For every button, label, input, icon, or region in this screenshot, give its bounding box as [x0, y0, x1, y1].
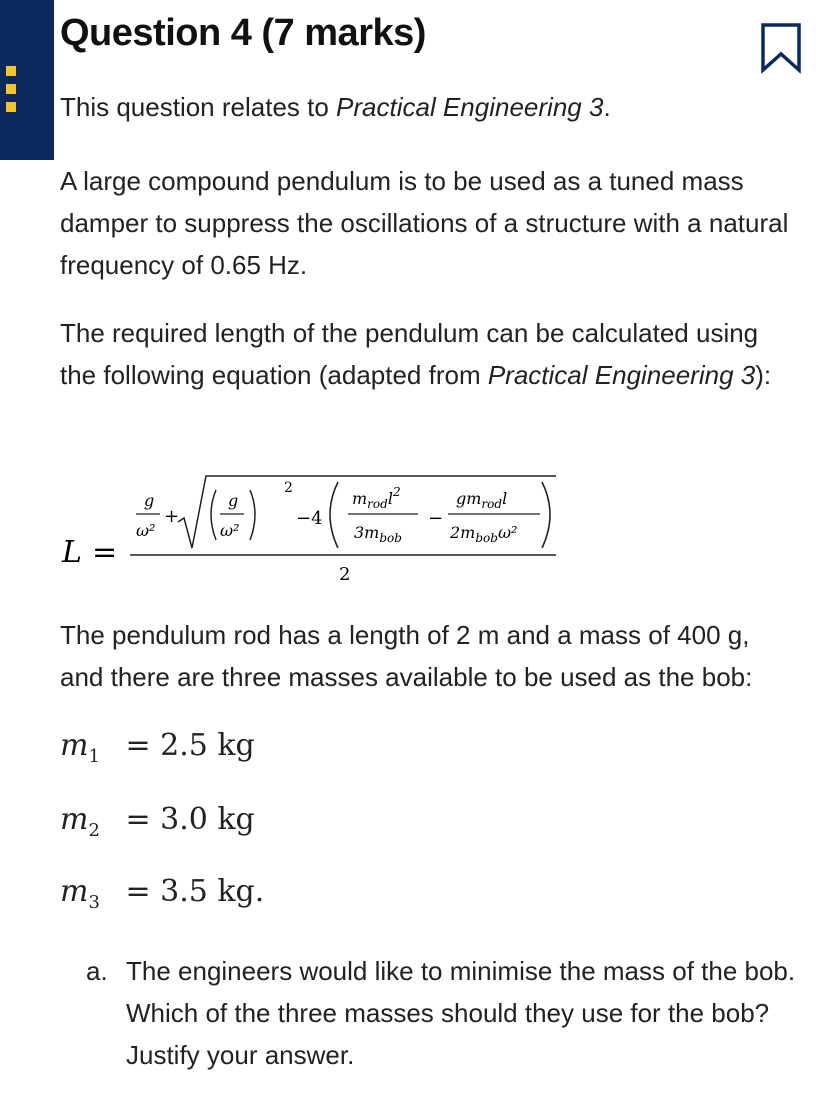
- question-part-a-text: The engineers would like to minimise the mass of the bob. Which of the three masses should they use for the bob? Justify your answer.: [126, 956, 796, 1070]
- svg-text:2mbobω²: $2m_{bob}\omega^2$: [450, 523, 518, 545]
- equation-intro-paragraph: [60, 312, 800, 396]
- eq-equals: =: [92, 535, 118, 570]
- eq-intro-suffix: ):: [755, 360, 772, 390]
- eq-g-2: g: [228, 491, 239, 510]
- eq-power: 2: [284, 480, 293, 496]
- question-title: Question 4 (7 marks): [60, 12, 426, 54]
- intro-suffix: .: [603, 92, 611, 122]
- svg-text:gmrodl: $gm_{rod}l$: [456, 489, 508, 511]
- eq-denominator: 2: [339, 564, 351, 585]
- eq-g-1: g: [144, 491, 155, 510]
- intro-text: [60, 86, 800, 128]
- eq-intro-prefix: The required length of the pendulum can be calculated using the following equation (adapted from: [60, 318, 759, 390]
- rod-paragraph: The pendulum rod has a length of 2 m and a mass of 400 g, and there are three masses available to be used as the bob:: [60, 620, 753, 692]
- tab-dot: [6, 102, 16, 112]
- mass-option-1: $m_1 = 2.5$ kg: [60, 728, 255, 767]
- tab-dot: [6, 66, 16, 76]
- svg-text:mrodl2: $m_{rod}l^2$: [352, 485, 401, 511]
- tab-dot: [6, 84, 16, 94]
- bookmark-icon[interactable]: [759, 22, 803, 74]
- mass-option-3: $m_3 = 3.5$ kg.: [60, 874, 265, 913]
- intro-prefix: This question relates to: [60, 92, 337, 122]
- eq-plus: +: [164, 506, 180, 527]
- eq-lhs: L: [62, 535, 82, 570]
- eq-omega2-2: ω²: [220, 521, 240, 540]
- eq-minus4: −4: [296, 508, 323, 529]
- svg-text:3mbob: $3m_{bob}$: [354, 523, 402, 545]
- question-side-tab: [0, 0, 54, 160]
- list-marker: a.: [86, 956, 108, 986]
- eq-omega2-1: ω²: [136, 521, 156, 540]
- mass-option-2: $m_2 = 3.0$ kg: [60, 802, 255, 841]
- eq-intro-source: Practical Engineering 3: [487, 360, 756, 390]
- description-paragraph: A large compound pendulum is to be used as a tuned mass damper to suppress the oscillations of a structure with a natural frequency of 0.65 Hz.: [60, 166, 789, 280]
- pendulum-length-equation: [56, 462, 576, 592]
- eq-minus: −: [428, 508, 444, 529]
- intro-source: Practical Engineering 3: [336, 92, 604, 122]
